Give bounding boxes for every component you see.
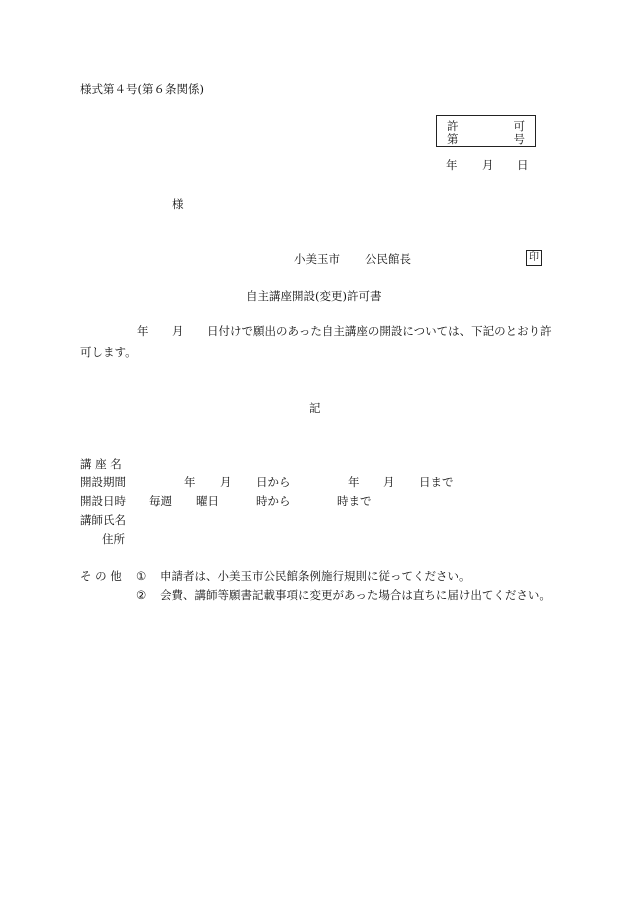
period-end-day: 日まで <box>419 475 454 489</box>
course-name-label: 講 座 名 <box>80 457 122 471</box>
body-month-label: 月 <box>172 324 184 338</box>
note-text-1: 申請者は、小美玉市公民館条例施行規則に従ってください。 <box>160 569 471 583</box>
issuer-city: 小美玉市 <box>294 252 340 266</box>
date-year-label: 年 <box>446 158 458 172</box>
schedule-time-to: 時まで <box>337 494 372 508</box>
period-start-day: 日から <box>256 475 291 489</box>
body-text-line2: 可します。 <box>80 345 137 359</box>
body-text-line1: 日付けで願出のあった自主講座の開設については、下記のとおり許 <box>207 324 552 338</box>
period-start-month: 月 <box>220 475 232 489</box>
permit-label: 許 <box>447 119 459 133</box>
note-number-2: ② <box>136 588 147 602</box>
permit-number-box <box>436 115 536 147</box>
note-number-1: ① <box>136 569 147 583</box>
issuer-title: 公民館長 <box>365 252 411 266</box>
date-month-label: 月 <box>482 158 494 172</box>
note-text-2: 会費、講師等願書記載事項に変更があった場合は直ちに届け出てください。 <box>160 588 551 602</box>
other-notes-label: そ の 他 <box>80 569 122 583</box>
period-end-year: 年 <box>348 475 360 489</box>
period-start-year: 年 <box>184 475 196 489</box>
addressee-suffix: 様 <box>172 197 184 211</box>
form-number: 様式第４号(第６条関係) <box>80 82 204 96</box>
period-label: 開設期間 <box>80 475 126 489</box>
document-title: 自主講座開設(変更)許可書 <box>246 289 382 303</box>
permit-label-2: 可 <box>513 119 525 133</box>
ki-heading: 記 <box>309 401 321 415</box>
number-label: 第 <box>447 132 459 146</box>
schedule-time-from: 時から <box>256 494 291 508</box>
date-day-label: 日 <box>517 158 529 172</box>
instructor-address-label: 住所 <box>102 532 125 546</box>
instructor-name-label: 講師氏名 <box>80 513 126 527</box>
period-end-month: 月 <box>383 475 395 489</box>
seal-mark: 印 <box>526 250 542 266</box>
schedule-label: 開設日時 <box>80 494 126 508</box>
number-label-2: 号 <box>513 132 525 146</box>
body-year-label: 年 <box>137 324 149 338</box>
schedule-weekday: 曜日 <box>196 494 219 508</box>
schedule-weekly: 毎週 <box>149 494 172 508</box>
